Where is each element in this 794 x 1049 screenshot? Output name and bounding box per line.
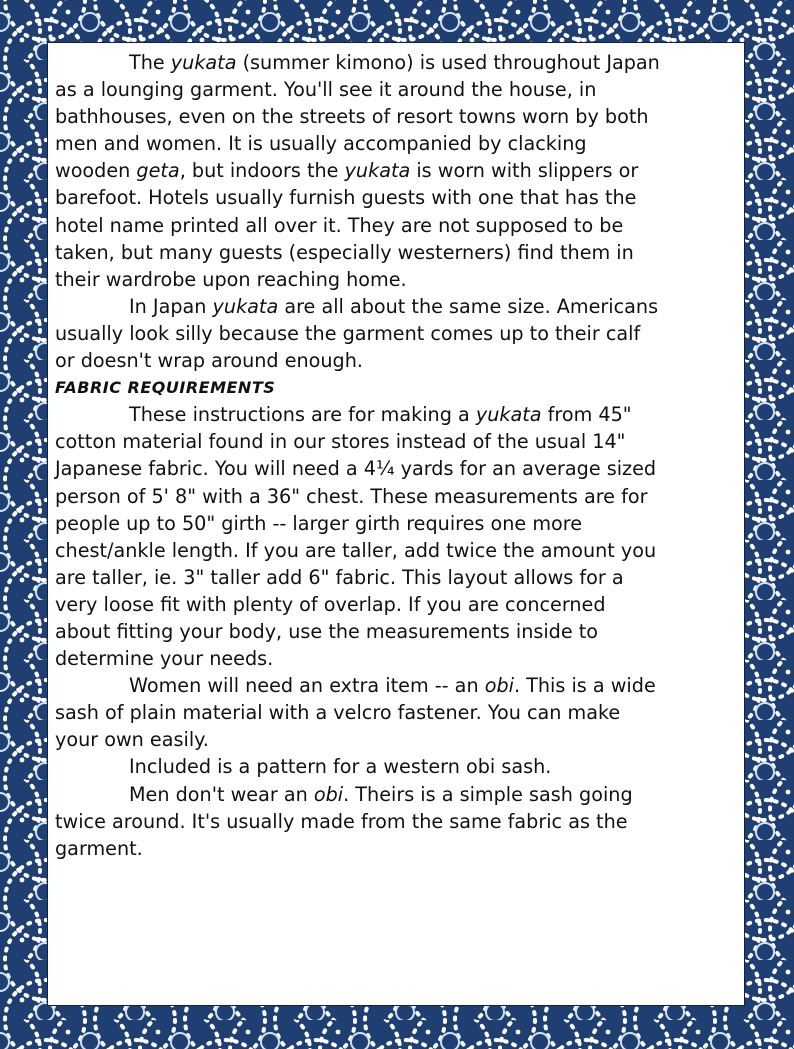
intro-paragraph-1: The yukata (summer kimono) is used throughout Japan as a lounging garment. You'll see it around the house, in bathhouses, even on the streets of resort towns worn by both men and women. It is usually accompanied by clacking wooden geta, but indoors the yukata is worn with slippers or barefoot. Hotels usually furnish guests with one that has the hotel name printed all over it. They are not supposed to be taken, but many guests (especially westerners) find them in their wardrobe upon reaching home.: [55, 51, 660, 291]
italic-term: obi: [484, 674, 514, 698]
italic-term: yukata: [475, 403, 542, 427]
fabric-paragraph-1: These instructions are for making a yukata from 45" cotton material found in our stores instead of the usual 14" Japanese fabric. You will need a 4¼ yards for an average sized person of 5' 8" with a 36" chest. These measurements are for people up to 50" girth -- larger girth requires one more chest/ankle length. If you are taller, add twice the amount you are taller, ie. 3" taller add 6" fabric. This layout allows for a very loose fit with plenty of overlap. If you are concerned about fitting your body, use the measurements inside to determine your needs.: [55, 403, 657, 671]
intro-paragraph-2: In Japan yukata are all about the same size. Americans usually look silly because the garment comes up to their calf or doesn't wrap around enough.: [55, 294, 659, 373]
fabric-requirements-heading: FABRIC REQUIREMENTS: [55, 378, 276, 398]
italic-term: yukata: [170, 51, 237, 74]
italic-term: yukata: [212, 294, 279, 318]
document-body: [55, 49, 665, 862]
fabric-paragraph-3: Included is a pattern for a western obi sash.: [129, 755, 552, 779]
fabric-paragraph-2: Women will need an extra item -- an obi. This is a wide sash of plain material with a velcro fastener. You can make your own easily.: [55, 674, 656, 752]
italic-term: geta: [136, 159, 180, 183]
fabric-paragraph-4: Men don't wear an obi. Theirs is a simple sash going twice around. It's usually made from the same fabric as the garment.: [55, 782, 633, 860]
italic-term: yukata: [344, 159, 411, 183]
italic-term: obi: [313, 782, 344, 806]
